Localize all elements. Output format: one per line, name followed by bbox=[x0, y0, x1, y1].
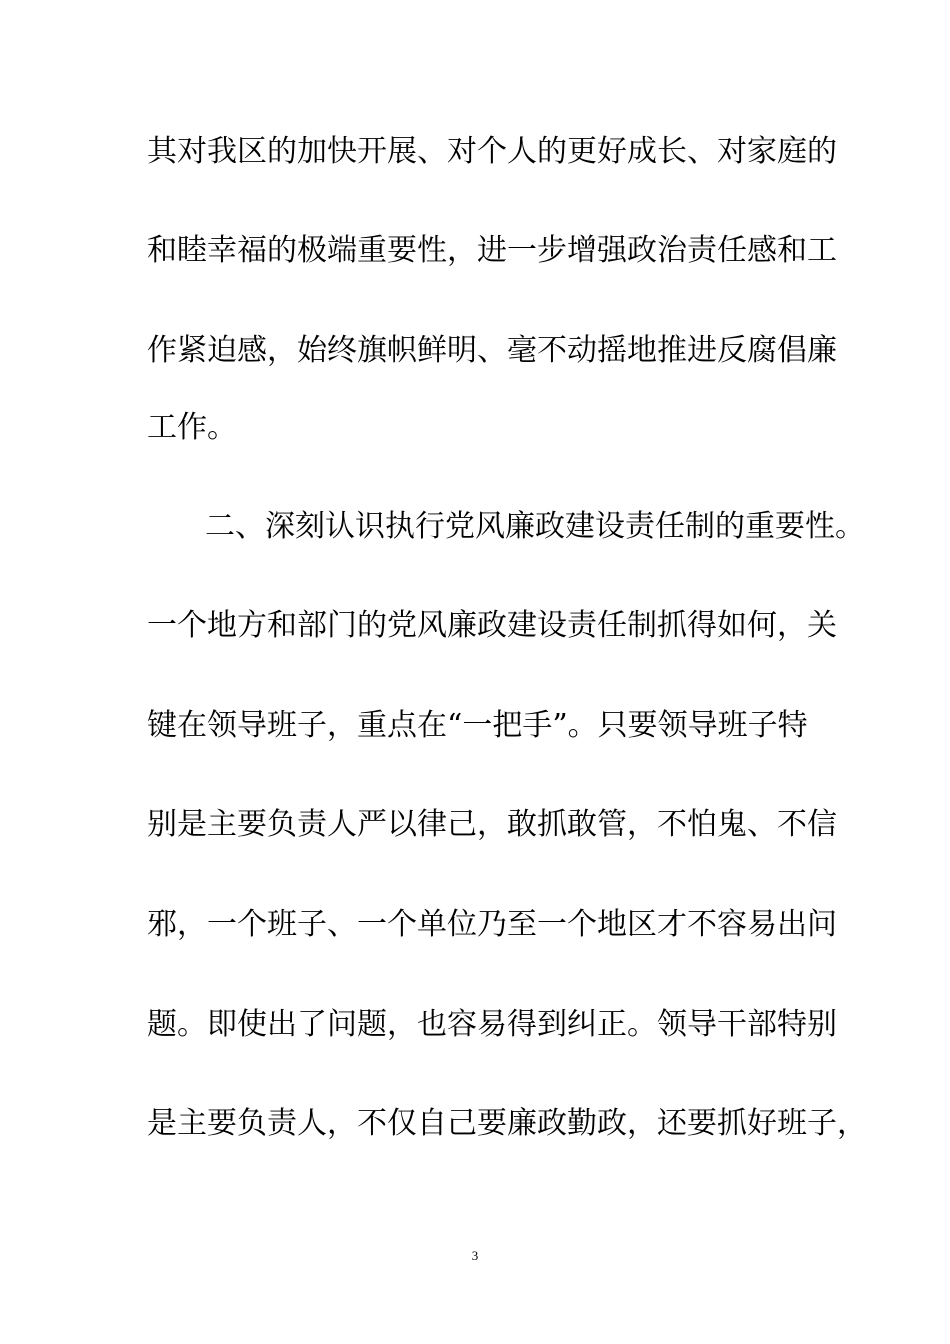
text-line-2: 和睦幸福的极端重要性，进一步增强政治责任感和工 bbox=[147, 233, 837, 268]
text-line-3: 作紧迫感，始终旗帜鲜明、毫不动摇地推进反腐倡廉 bbox=[147, 333, 837, 368]
text-line-10: 题。即使出了问题，也容易得到纠正。领导干部特别 bbox=[147, 1007, 837, 1042]
text-line-9: 邪，一个班子、一个单位乃至一个地区才不容易出问 bbox=[147, 907, 837, 942]
text-line-6: 一个地方和部门的党风廉政建设责任制抓得如何，关 bbox=[147, 608, 837, 643]
section-heading: 二、深刻认识执行党风廉政建设责任制的重要性。 bbox=[205, 509, 865, 544]
page-number: 3 bbox=[471, 1248, 479, 1263]
text-line-7: 键在领导班子，重点在“一把手”。只要领导班子特 bbox=[147, 708, 808, 743]
text-line-11: 是主要负责人，不仅自己要廉政勤政，还要抓好班子， bbox=[147, 1106, 867, 1141]
text-line-1: 其对我区的加快开展、对个人的更好成长、对家庭的 bbox=[147, 134, 837, 169]
text-line-8: 别是主要负责人严以律己，敢抓敢管，不怕鬼、不信 bbox=[147, 807, 837, 842]
text-line-4: 工作。 bbox=[147, 410, 237, 445]
